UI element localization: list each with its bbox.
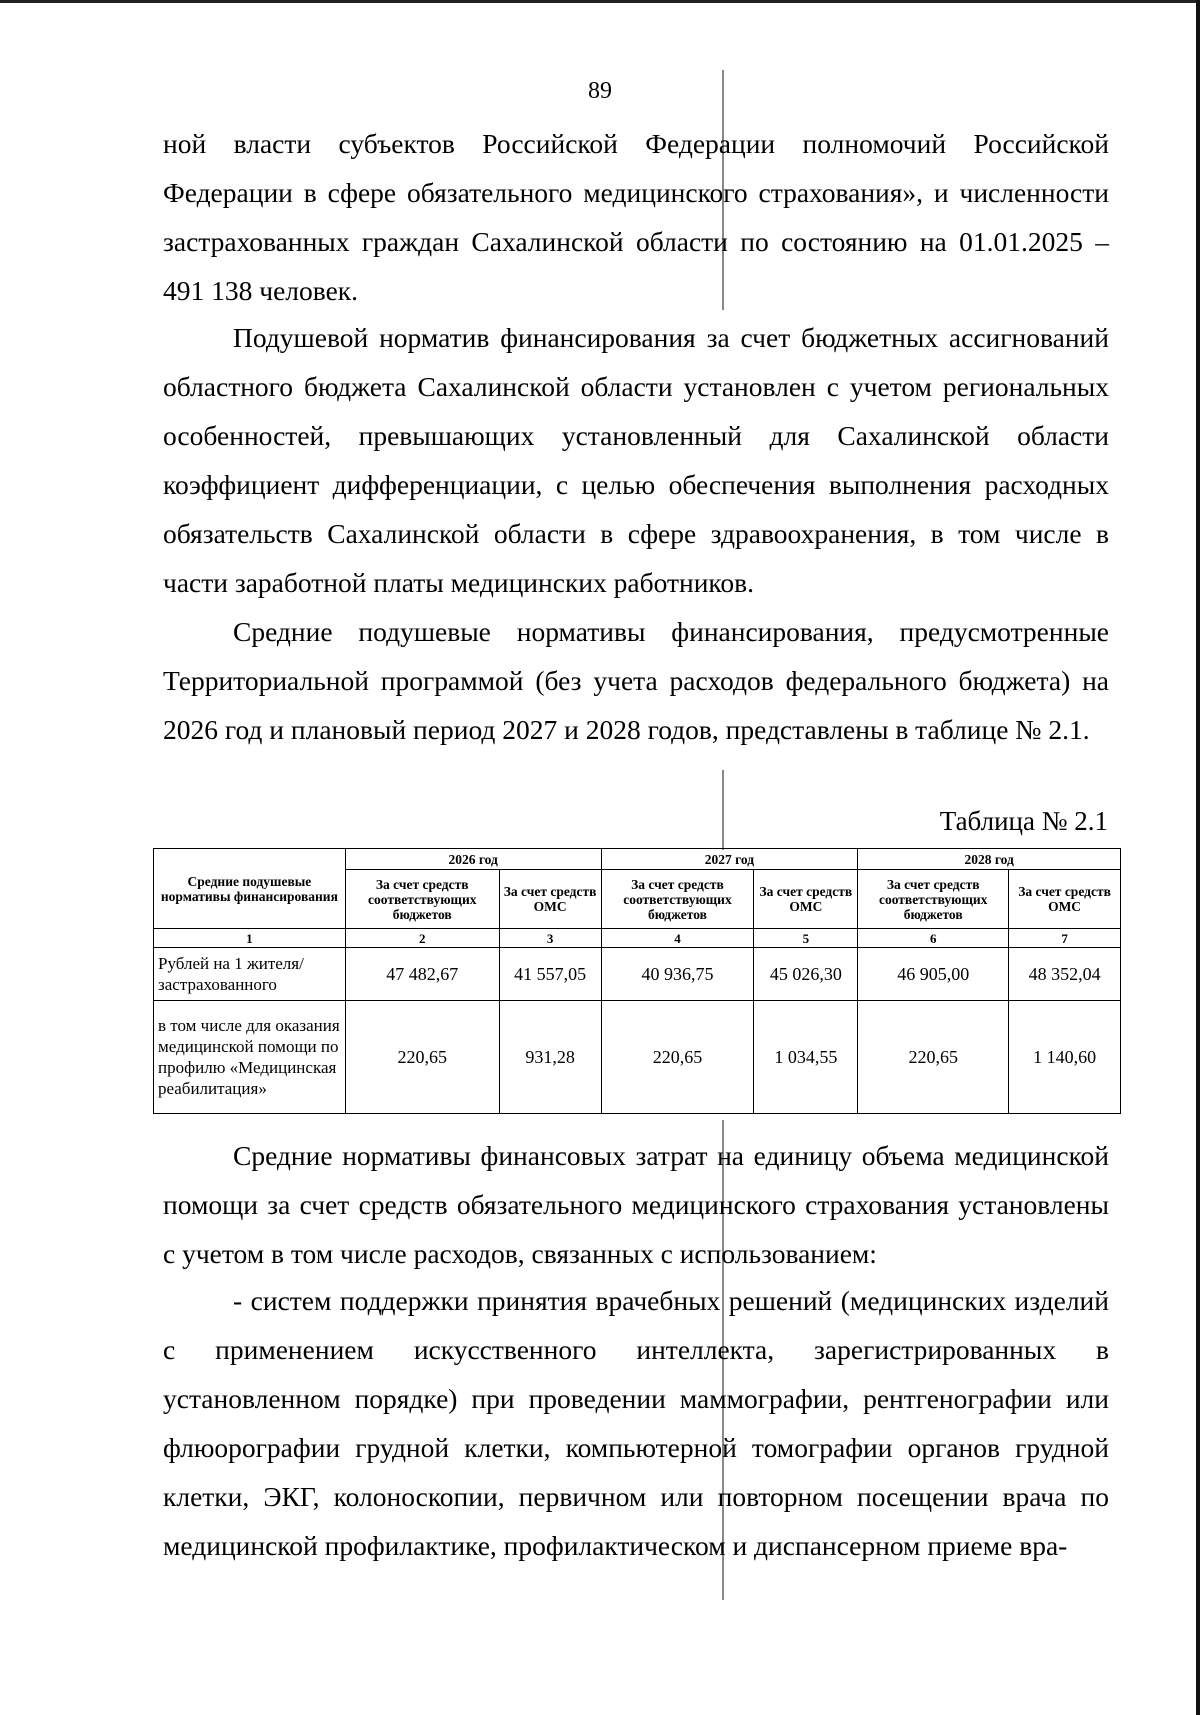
value-cell: 220,65 bbox=[345, 1001, 499, 1114]
paragraph-table-intro bbox=[163, 607, 1109, 754]
header-cell-oms: За счет средств ОМС bbox=[1009, 870, 1121, 929]
paragraph-text: Средние подушевые нормативы финансирования, предусмотренные Территориальной программой (без учета расходов федерального бюджета) на 2026 год и плановый период 2027 и 2028 годов, представлены в таблице № 2.1. bbox=[163, 616, 1109, 745]
value-cell: 46 905,00 bbox=[858, 948, 1009, 1001]
paragraph-text: Средние нормативы финансовых затрат на единицу объема медицинской помощи за счет средств обязательного медицинского страхования установлены с учетом в том числе расходов, связанных с использованием: bbox=[163, 1140, 1109, 1269]
table-header-row bbox=[154, 849, 1121, 870]
paragraph-regional-norm bbox=[163, 313, 1109, 607]
value-cell: 48 352,04 bbox=[1009, 948, 1121, 1001]
table-column-numbers-row bbox=[154, 929, 1121, 948]
column-number: 4 bbox=[601, 929, 754, 948]
value-cell: 40 936,75 bbox=[601, 948, 754, 1001]
paragraph-text: Подушевой норматив финансирования за счет бюджетных ассигнований областного бюджета Сахалинской области установлен с учетом региональных особенностей, превышающих установленный для Сахалинской области коэффициент дифференциации, с целью обеспечения выполнения расходных обязательств Сахалинской области в сфере здравоохранения, в том числе в части заработной платы медицинских работников. bbox=[163, 322, 1109, 598]
value-cell: 220,65 bbox=[858, 1001, 1009, 1114]
header-cell-budget: За счет средств соответствующих бюджетов bbox=[601, 870, 754, 929]
table-caption: Таблица № 2.1 bbox=[939, 806, 1108, 836]
column-number: 3 bbox=[499, 929, 601, 948]
page-number: 89 bbox=[588, 78, 612, 104]
paragraph-text: ной власти субъектов Российской Федерации полномочий Российской Федерации в сфере обязательного медицинского страхования», и численности застрахованных граждан Сахалинской области по состоянию на 01.01.2025 – 491 138 человек. bbox=[163, 128, 1109, 306]
header-cell-oms: За счет средств ОМС bbox=[499, 870, 601, 929]
value-cell: 931,28 bbox=[499, 1001, 601, 1114]
scan-edge-top bbox=[0, 0, 1200, 3]
scan-artifact-line bbox=[722, 770, 724, 850]
header-cell-indicator: Средние подушевые нормативы финансирования bbox=[154, 849, 346, 929]
row-label: в том числе для оказания медицинской помощи по профилю «Медицинская реабилитация» bbox=[154, 1001, 346, 1114]
column-number: 1 bbox=[154, 929, 346, 948]
row-label: Рублей на 1 жителя/ застрахованного bbox=[154, 948, 346, 1001]
header-cell-budget: За счет средств соответствующих бюджетов bbox=[858, 870, 1009, 929]
paragraph-cost-norms bbox=[163, 1131, 1109, 1278]
column-number: 6 bbox=[858, 929, 1009, 948]
value-cell: 220,65 bbox=[601, 1001, 754, 1114]
value-cell: 41 557,05 bbox=[499, 948, 601, 1001]
table-row bbox=[154, 1001, 1121, 1114]
norms-table bbox=[153, 848, 1121, 1114]
scan-edge-right bbox=[1196, 0, 1200, 1715]
value-cell: 1 140,60 bbox=[1009, 1001, 1121, 1114]
value-cell: 45 026,30 bbox=[754, 948, 858, 1001]
header-cell-year: 2027 год bbox=[601, 849, 858, 870]
column-number: 7 bbox=[1009, 929, 1121, 948]
paragraph-text: - систем поддержки принятия врачебных решений (медицинских изделий с применением искусственного интеллекта, зарегистрированных в установленном порядке) при проведении маммографии, рентгенографии или флюорографии грудной клетки, компьютерной томографии органов грудной клетки, ЭКГ, колоноскопии, первичном или повторном посещении врача по медицинской профилактике, профилактическом и диспансерном приеме вра- bbox=[163, 1285, 1109, 1561]
value-cell: 47 482,67 bbox=[345, 948, 499, 1001]
header-cell-budget: За счет средств соответствующих бюджетов bbox=[345, 870, 499, 929]
header-cell-year: 2028 год bbox=[858, 849, 1121, 870]
paragraph-continuation bbox=[163, 119, 1109, 315]
header-cell-year: 2026 год bbox=[345, 849, 601, 870]
column-number: 2 bbox=[345, 929, 499, 948]
table-row bbox=[154, 948, 1121, 1001]
paragraph-list-item bbox=[163, 1276, 1109, 1570]
column-number: 5 bbox=[754, 929, 858, 948]
header-cell-oms: За счет средств ОМС bbox=[754, 870, 858, 929]
value-cell: 1 034,55 bbox=[754, 1001, 858, 1114]
